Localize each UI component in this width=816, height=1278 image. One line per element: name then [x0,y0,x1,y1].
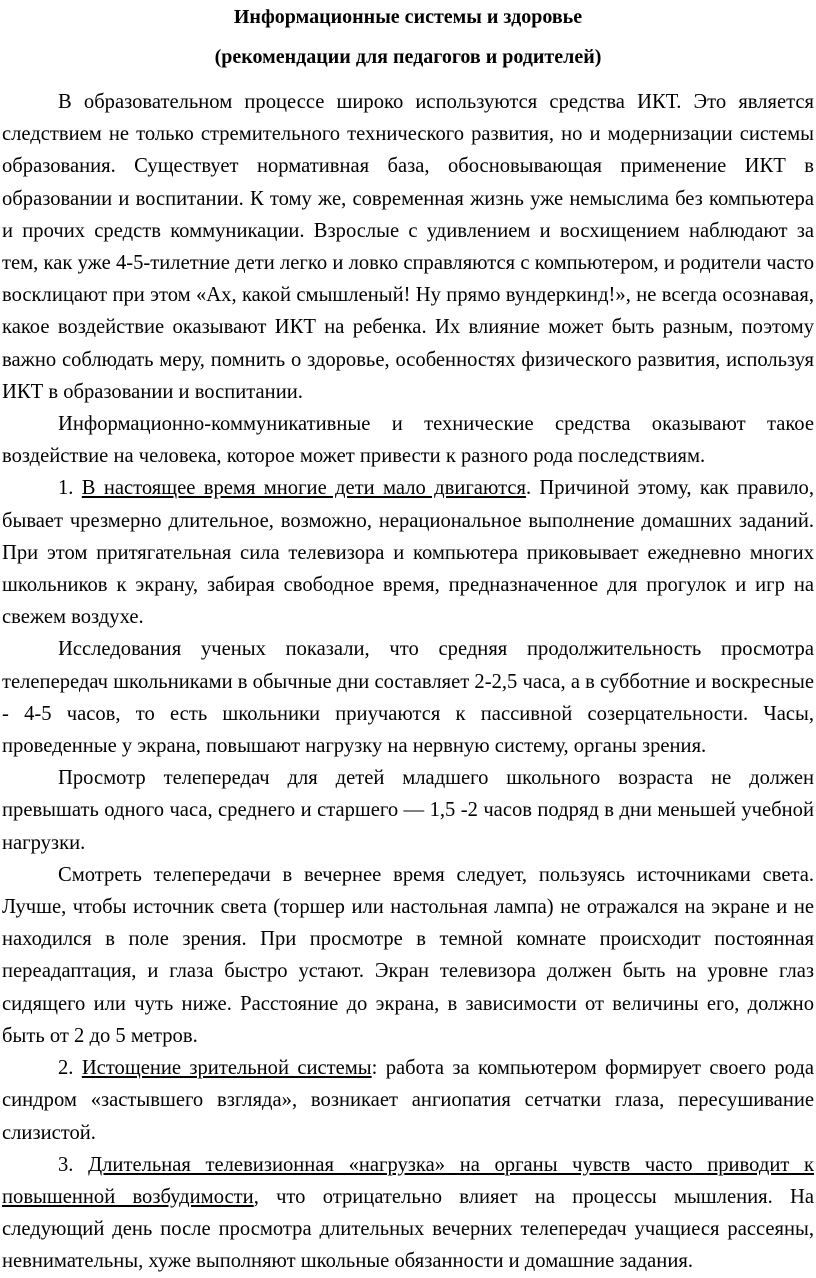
item-heading-underlined: Длительная телевизионная «нагрузка» на органы чувств часто приводит к повышенной возбудимости [2,1153,814,1208]
item-heading-underlined: В настоящее время многие дети мало двигаются [81,477,526,500]
item-number: 1. [58,477,74,500]
item-text: : работа за компьютером формирует своего рода синдром «застывшего взгляда», возникает ангиопатия сетчатки глаза, пересушивание слизистой. [2,1057,814,1144]
paragraph-research: Исследования ученых показали, что средняя продолжительность просмотра телепередач школьниками в обычные дни составляет 2-2,5 часа, а в субботние и воскресные - 4-5 часов, то есть школьники приучаются к пассивной созерцательности. Часы, проведенные у экрана, повышают нагрузку на нервную систему, органы зрения. [2,638,814,758]
paragraph-item-3 [2,1149,814,1278]
document-subtitle: (рекомендации для педагогов и родителей) [214,46,602,68]
paragraph-intro: В образовательном процессе широко используются средства ИКТ. Это является следствием не только стремительного технического развития, но и модернизации системы образования. Существует нормативная база, обосновывающая применение ИКТ в образовании и воспитании. К тому же, современная жизнь уже немыслима без компьютера и прочих средств коммуникации. Взрослые с удивлением и восхищением наблюдают за тем, как уже 4-5-тилетние дети легко и ловко справляются с компьютером, и родители часто восклицают при этом «Ах, какой смышленый! Ну прямо вундеркинд!», не всегда осознавая, какое воздействие оказывают ИКТ на ребенка. Их влияние может быть разным, поэтому важно соблюдать меру, помнить о здоровье, особенностях физического развития, используя ИКТ в образовании и воспитании. [2,91,814,403]
paragraph-item-1 [2,472,814,633]
paragraph-viewing-limits: Просмотр телепередач для детей младшего школьного возраста не должен превышать одного часа, среднего и старшего — 1,5 -2 часов подряд в дни меньшей учебной нагрузки. [2,767,814,854]
paragraph-item-2 [2,1052,814,1149]
item-text: . Причиной этому, как правило, бывает чрезмерно длительное, возможно, нерациональное выполнение домашних заданий. При этом притягательная сила телевизора и компьютера приковывает ежедневно многих школьников к экрану, забирая свободное время, предназначенное для прогулок и игр на свежем воздухе. [2,477,814,629]
document-title: Информационные системы и здоровье [233,6,583,28]
item-number: 2. [58,1057,74,1080]
paragraph-ict-effects: Информационно-коммуникативные и технические средства оказывают такое воздействие на человека, которое может привести к разного рода последствиям. [2,413,814,468]
item-text: , что отрицательно влияет на процессы мышления. На следующий день после просмотра длительных вечерних телепередач учащиеся рассеяны, невнимательны, хуже выполняют школьные обязанности и домашние задания. [2,1185,814,1273]
paragraph-lighting: Смотреть телепередачи в вечернее время следует, пользуясь источниками света. Лучше, чтобы источник света (торшер или настольная лампа) не отражался на экране и не находился в поле зрения. При просмотре в темной комнате происходит постоянная переадаптация, и глаза быстро устают. Экран телевизора должен быть на уровне глаз сидящего или чуть ниже. Расстояние до экрана, в зависимости от величины его, должно быть от 2 до 5 метров. [2,863,814,1047]
item-number: 3. [58,1153,74,1176]
item-heading-underlined: Истощение зрительной системы [81,1057,372,1080]
